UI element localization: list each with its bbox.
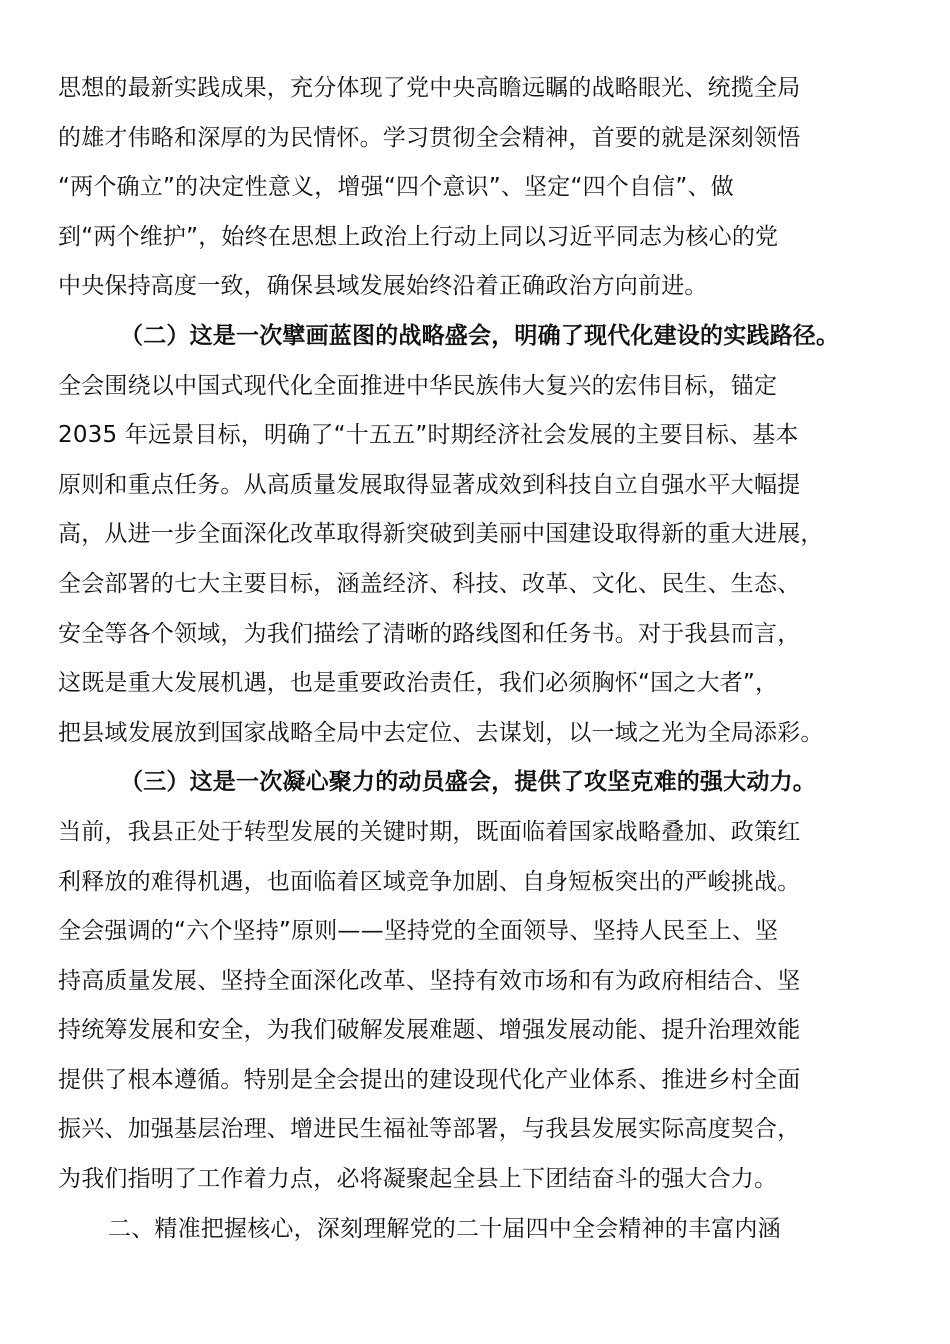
text-line: 思想的最新实践成果，充分体现了党中央高瞻远瞩的战略眼光、统揽全局 [58,75,801,101]
text-line: 安全等各个领域，为我们描绘了清晰的路线图和任务书。对于我县而言， [58,620,801,647]
text-line: 2035 年远景目标，明确了“十五五”时期经济社会发展的主要目标、基本 [58,422,799,449]
subheading-2 [58,312,900,362]
text-line: 把县域发展放到国家战略全局中去定位、去谋划，以一域之光为全局添彩。 [58,719,824,746]
text-line: 到“两个维护”，始终在思想上政治上行动上同以习近平同志为核心的党 [58,223,779,250]
text-line: 全会强调的“六个坚持”原则——坚持党的全面领导、坚持人民至上、坚 [58,918,779,945]
text-line: 的雄才伟略和深厚的为民情怀。学习贯彻全会精神，首要的就是深刻领悟 [58,124,801,151]
body-paragraph [58,808,900,1205]
text-line: 原则和重点任务。从高质量发展取得显著成效到科技自立自强水平大幅提 [58,471,801,498]
text-line: 全会部署的七大主要目标，涵盖经济、科技、改革、文化、民生、生态、 [58,570,801,597]
text-line: 高，从进一步全面深化改革取得新突破到美丽中国建设取得新的重大进展， [58,521,824,548]
text-line: 当前，我县正处于转型发展的关键时期，既面临着国家战略叠加、政策红 [58,818,801,845]
section-heading-text: 二、精准把握核心，深刻理解党的二十届四中全会精神的丰富内涵 [108,1215,781,1242]
section-heading [58,1205,900,1255]
text-line: 全会围绕以中国式现代化全面推进中华民族伟大复兴的宏伟目标，锚定 [58,372,778,399]
body-paragraph [58,64,900,312]
text-line: 为我们指明了工作着力点，必将凝聚起全县上下团结奋斗的强大合力。 [58,1166,778,1193]
body-paragraph [58,362,900,759]
text-line: 中央保持高度一致，确保县域发展始终沿着正确政治方向前进。 [58,273,708,300]
text-line: 提供了根本遵循。特别是全会提出的建设现代化产业体系、推进乡村全面 [58,1066,801,1093]
text-line: 持高质量发展、坚持全面深化改革、坚持有效市场和有为政府相结合、坚 [58,967,801,994]
subheading-3 [58,758,900,808]
heading-text: （三）这是一次凝心聚力的动员盛会，提供了攻坚克难的强大动力。 [120,769,816,796]
document-page [58,64,900,1254]
text-line: 持统筹发展和安全，为我们破解发展难题、增强发展动能、提升治理效能 [58,1017,801,1044]
text-line: 利释放的难得机遇，也面临着区域竞争加剧、自身短板突出的严峻挑战。 [58,868,801,895]
text-line: “两个确立”的决定性意义，增强“四个意识”、坚定“四个自信”、做 [58,174,734,201]
text-line: 这既是重大发展机遇，也是重要政治责任，我们必须胸怀“国之大者”， [58,670,779,697]
heading-text: （二）这是一次擘画蓝图的战略盛会，明确了现代化建设的实践路径。 [120,322,840,349]
text-line: 振兴、加强基层治理、增进民生福祉等部署，与我县发展实际高度契合， [58,1116,801,1143]
